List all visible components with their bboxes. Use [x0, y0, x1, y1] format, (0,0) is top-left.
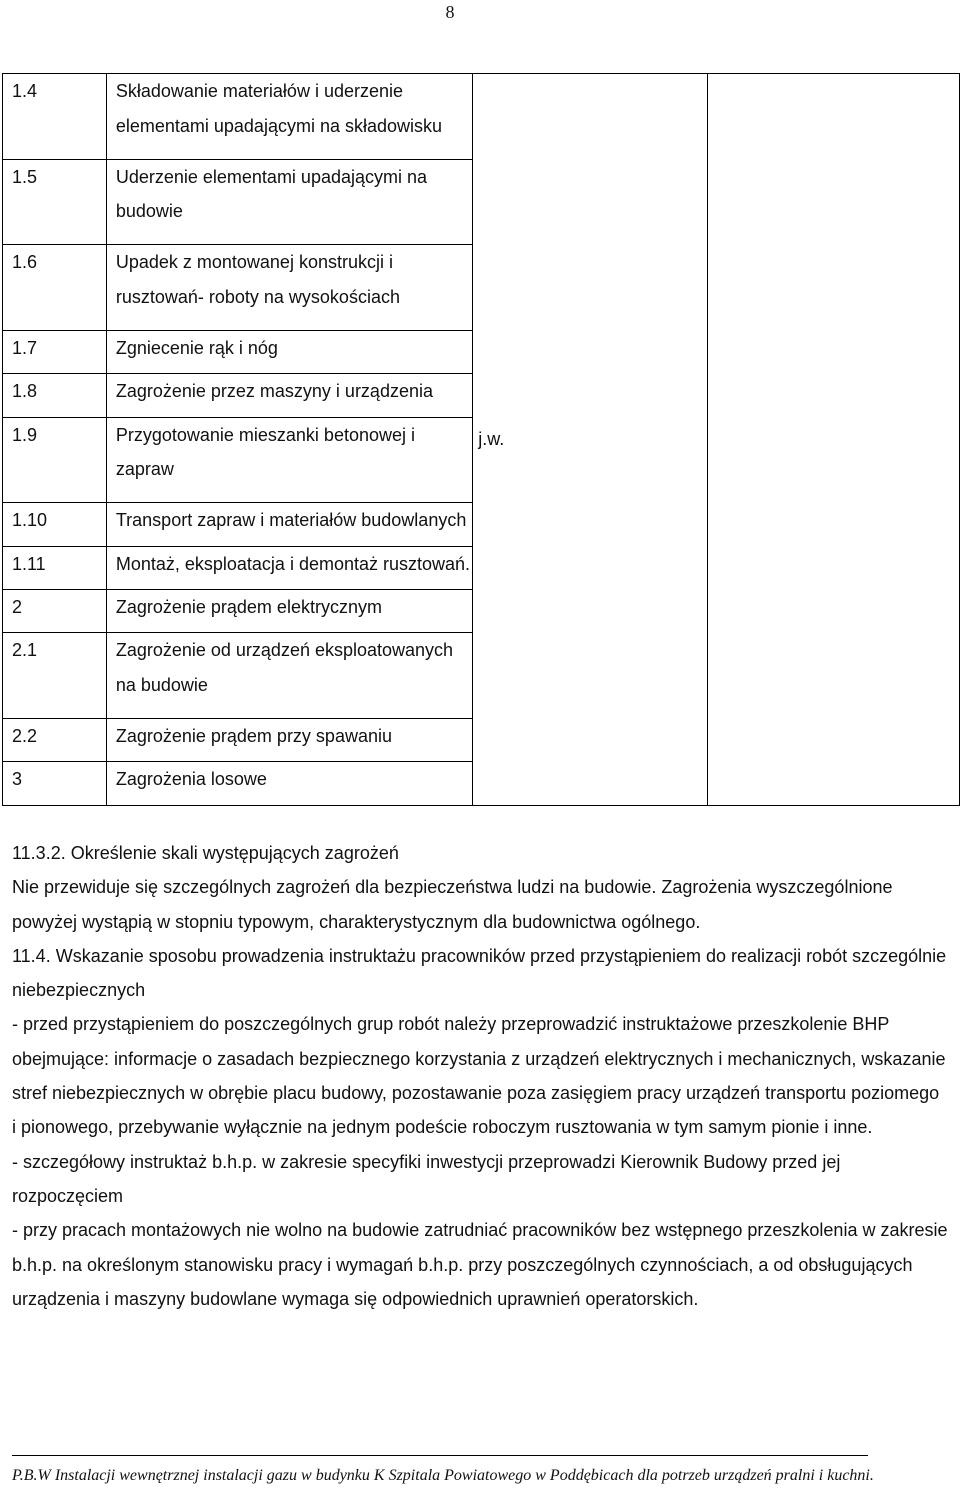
hazard-label: Uderzenie elementami upadającymi na budowie — [106, 159, 472, 245]
hazard-code: 1.6 — [3, 245, 107, 331]
hazard-code: 1.10 — [3, 503, 107, 546]
page-number: 8 — [445, 2, 455, 22]
hazard-code: 1.11 — [3, 546, 107, 589]
hazard-label: Zagrożenie prądem przy spawaniu — [106, 719, 472, 762]
hazard-code: 1.7 — [3, 330, 107, 373]
hazard-label: Zgniecenie rąk i nóg — [106, 330, 472, 373]
hazard-code: 2.2 — [3, 719, 107, 762]
hazard-code: 1.5 — [3, 159, 107, 245]
empty-cell — [707, 74, 959, 806]
hazard-label: Transport zapraw i materiałów budowlanych — [106, 503, 472, 546]
side-note: j.w. — [478, 429, 505, 449]
hazard-code: 2 — [3, 590, 107, 633]
section-heading: 11.3.2. Określenie skali występujących zagrożeń — [12, 843, 399, 863]
hazard-code: 1.9 — [3, 417, 107, 503]
section-heading: 11.4. Wskazanie sposobu prowadzenia instruktażu pracowników przed przystąpieniem do realizacji robót szczególnie niebezpiecznych — [12, 945, 947, 1001]
hazard-label: Zagrożenia losowe — [106, 762, 472, 806]
footer-divider — [12, 1455, 868, 1456]
hazard-label: Upadek z montowanej konstrukcji i rusztowań- roboty na wysokościach — [106, 245, 472, 331]
hazard-code: 1.8 — [3, 374, 107, 417]
hazard-code: 3 — [3, 762, 107, 806]
paragraph: - przy pracach montażowych nie wolno na budowie zatrudniać pracowników bez wstępnego przeszkolenia w zakresie b.h.p. na określonym stanowisku pracy i wymagań b.h.p. przy poszczególnych czynnościach, a od obsługujących urządzenia i maszyny budowlane wymaga się odpowiednich uprawnień operatorskich. — [12, 1220, 948, 1309]
paragraph: - przed przystąpieniem do poszczególnych grup robót należy przeprowadzić instruktażowe przeszkolenie BHP obejmujące: informacje o zasadach bezpiecznego korzystania z urządzeń elektrycznych i mechanicznych, wskazanie stref niebezpiecznych w obrębie placu budowy, pozostawanie poza zasięgiem pracy urządzeń transportu poziomego i pionowego, przebywanie wyłącznie na jednym podeście roboczym rusztowania w tym samym pionie i inne. — [12, 1014, 946, 1138]
paragraph: - szczegółowy instruktaż b.h.p. w zakresie specyfiki inwestycji przeprowadzi Kierownik Budowy przed jej rozpoczęciem — [12, 1151, 841, 1206]
page-footer: P.B.W Instalacji wewnętrznej instalacji gazu w budynku K Szpitala Powiatowego w Poddębicach dla potrzeb urządzeń pralni i kuchni. — [12, 1467, 874, 1484]
hazard-label: Montaż, eksploatacja i demontaż rusztowań. — [106, 546, 472, 589]
hazard-code: 1.4 — [3, 74, 107, 160]
hazard-label: Zagrożenie przez maszyny i urządzenia — [106, 374, 472, 417]
hazard-table — [2, 73, 960, 806]
hazard-label: Zagrożenie prądem elektrycznym — [106, 590, 472, 633]
hazard-code: 2.1 — [3, 633, 107, 719]
hazard-label: Przygotowanie mieszanki betonowej i zapraw — [106, 417, 472, 503]
hazard-label: Zagrożenie od urządzeń eksploatowanych na budowie — [106, 633, 472, 719]
paragraph: Nie przewiduje się szczególnych zagrożeń dla bezpieczeństwa ludzi na budowie. Zagrożenia wyszczególnione powyżej wystąpią w stopniu typowym, charakterystycznym dla budownictwa ogólnego. — [12, 877, 893, 932]
document-body — [12, 836, 948, 1316]
table-row — [3, 74, 960, 160]
side-cell — [473, 74, 707, 806]
hazard-label: Składowanie materiałów i uderzenie elementami upadającymi na składowisku — [106, 74, 472, 160]
